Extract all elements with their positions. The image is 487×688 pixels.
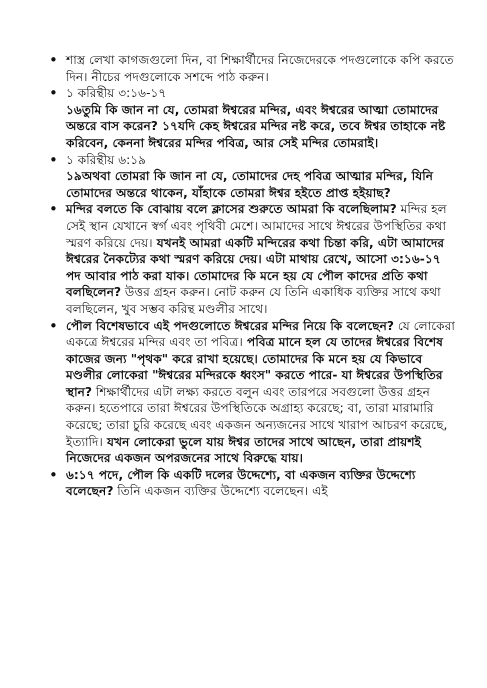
discussion-question: ৬:১৭ পদে, পৌল কি একটি দলের উদ্দেশ্যে, বা একজন ব্যক্তির উদ্দেশ্যে বলেছেন? (66, 467, 416, 499)
scripture-reference: ১ করিন্থীয় ৩:১৬-১৭ (66, 86, 167, 101)
teacher-note: উত্তর গ্রহন করুন। নোট করুন যে তিনি একাধিক ব্যক্তির সাথে কথা বলছিলেন, খুব সম্ভব করিন্থ মণ্ডলীর সাথে। (66, 285, 441, 316)
discussion-question: যখন লোকেরা ভুলে যায় ঈশ্বর তাদের সাথে আছেন, তারা প্রায়শই নিজেদের একজন অপরজনের সাথে বিরুদ্ধে যায়। (66, 434, 421, 466)
list-item-temple-meaning (49, 200, 458, 317)
bullet-icon: • (49, 150, 58, 169)
scripture-verse-text: ১৬তুমি কি জান না যে, তোমরা ঈশ্বরের মন্দির, এবং ঈশ্বরের আত্মা তোমাদের অন্তরে বাস করেন? ১৭যদি কেহ ঈশ্বরের মন্দির নষ্ট করে, তবে ঈশ্বর তাহাকে নষ্ট করিবেন, কেননা ঈশ্বরের মন্দির পবিত্র, আর সেই মন্দির তোমরাই। (66, 102, 446, 150)
bullet-icon: • (49, 200, 58, 219)
discussion-question: মন্দির বলতে কি বোঝায় বলে ক্লাসের শুরুতে আমরা কি বলেছিলাম? (66, 202, 397, 217)
teacher-note: শিক্ষার্থীদের এটা লক্ষ্য করতে বলুন এবং তারপরে সবগুলো উত্তর গ্রহন করুন। হতেপারে তারা ঈশ্বরের উপস্থিতিকে অগ্রাহ্য করেছে; বা, তারা মারামারি করেছে; তারা চুরি করেছে এবং একজন অন্যজনের সাথে খারাপ আচরণ করেছে, ইত্যাদি। (66, 384, 448, 449)
discussion-question: পৌল বিশেষভাবে এই পদগুলোতে ঈশ্বরের মন্দির নিয়ে কি বলেছেন? (66, 318, 394, 333)
list-item-verse-6-17 (49, 465, 458, 500)
teacher-note: মন্দির হল সেই স্থান যেখানে স্বর্গ এবং পৃথিবী মেশে। আমাদের সাথে ঈশ্বরের উপস্থিতির কথা স্মরণ করিয়ে দেয়। (66, 202, 447, 250)
bullet-icon: • (49, 465, 58, 484)
teacher-note: যে লোকেরা একত্রে ঈশ্বরের মন্দির এবং তা পবিত্র। (66, 318, 455, 350)
list-item-scripture-6-19 (49, 150, 458, 202)
teacher-note: তিনি একজন ব্যক্তির উদ্দেশ্যে বলেছেন। এই (113, 484, 328, 499)
scripture-reference: ১ করিন্থীয় ৬:১৯ (66, 152, 147, 167)
list-item-scripture-3-16 (49, 84, 458, 151)
lesson-bullet-list (49, 51, 458, 500)
instruction-text: শাস্ত্র লেখা কাগজগুলো দিন, বা শিক্ষার্থীদের নিজেদেরকে পদগুলোকে কপি করতে দিন। নীচের পদগুলোকে সশব্দে পাঠ করুন। (66, 53, 454, 84)
list-item-paul-temple (49, 316, 458, 467)
bullet-icon: • (49, 84, 58, 103)
bullet-icon: • (49, 316, 58, 335)
list-item-instruction (49, 51, 458, 85)
scripture-verse-text: ১৯অথবা তোমরা কি জান না যে, তোমাদের দেহ পবিত্র আত্মার মন্দির, যিনি তোমাদের অন্তরে থাকেন, যাঁহাকে তোমরা ঈশ্বর হইতে প্রাপ্ত হইয়াছ? (66, 169, 434, 200)
discussion-question: পবিত্র মানে হল যে তাদের ঈশ্বরের বিশেষ কাজের জন্য "পৃথক" করে রাখা হয়েছে। তোমাদের কি মনে হয় যে কিভাবে মণ্ডলীর লোকেরা "ঈশ্বরের মন্দিরকে ধ্বংস" করতে পারে- যা ঈশ্বরের উপস্থিতির স্থান? (66, 335, 443, 399)
discussion-question: যখনই আমরা একটি মন্দিরের কথা চিন্তা করি, এটা আমাদের ঈশ্বরের নৈকট্যের কথা স্মরণ করিয়ে দেয়। এটা মাথায় রেখে, আসো ৩:১৬-১৭ পদ আবার পাঠ করা যাক। তোমাদের কি মনে হয় যে পৌল কাদের প্রতি কথা বলছিলেন? (66, 235, 445, 300)
bullet-icon: • (49, 51, 58, 69)
